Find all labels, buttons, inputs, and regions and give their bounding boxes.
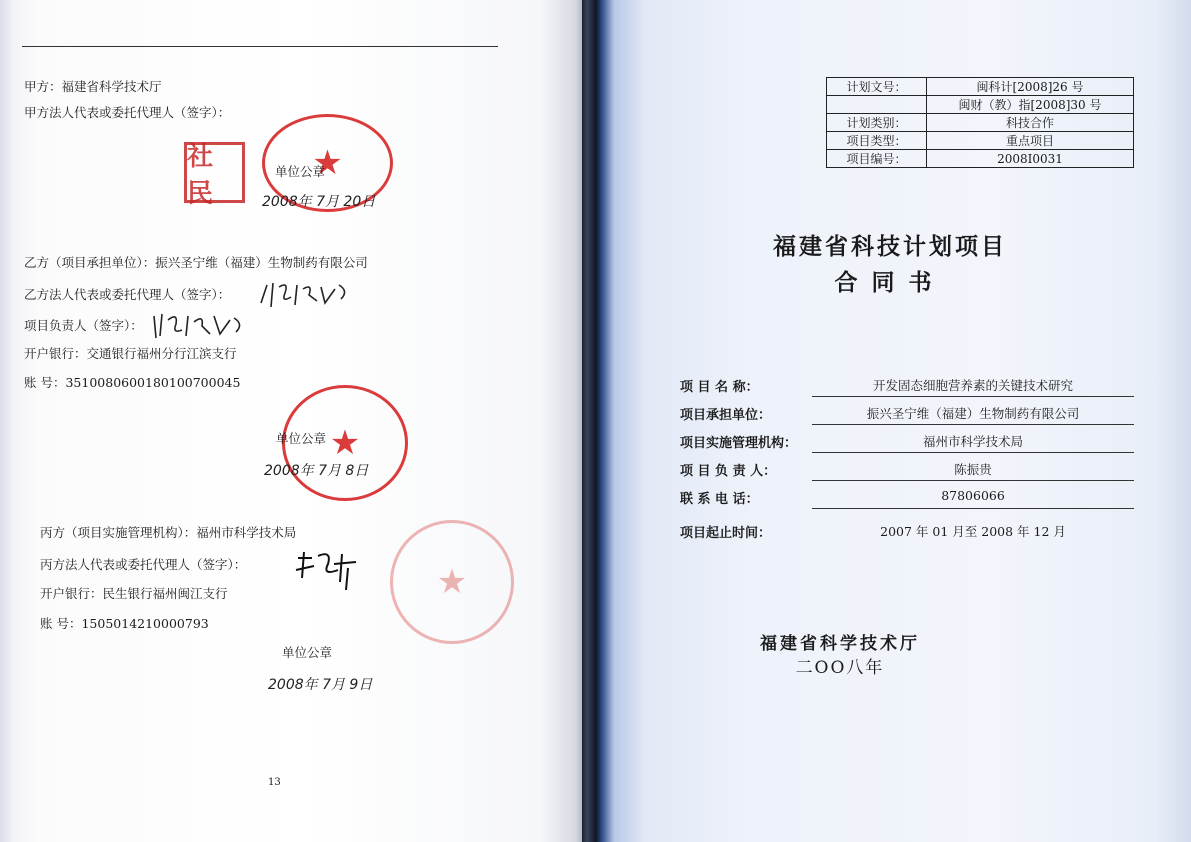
party-a-line: 甲方：福建省科学技术厅 [24, 79, 162, 94]
party-b-rep-label: 乙方法人代表或委托代理人（签字）： [24, 287, 231, 302]
field-underline [812, 508, 1134, 509]
table-row [827, 114, 1134, 132]
party-c-bank: 开户银行：民生银行福州闽江支行 [40, 586, 228, 601]
table-row [827, 150, 1134, 168]
top-rule [22, 46, 498, 47]
footer-year: 二OO八年 [795, 658, 885, 678]
table-row [827, 132, 1134, 150]
field-underline [812, 396, 1134, 397]
party-a-handwritten-date: 2008年 7月 20日 [262, 194, 376, 210]
table-value: 闽财（教）指[2008]30 号 [927, 96, 1134, 114]
field-underline [812, 424, 1134, 425]
table-key [827, 96, 927, 114]
party-c-rep-label: 丙方法人代表或委托代理人（签字）： [40, 557, 247, 572]
field-label-project-name: 项 目 名 称： [680, 380, 759, 395]
table-value: 2008I0031 [927, 150, 1134, 168]
field-value-phone: 87806066 [941, 488, 1005, 503]
field-label-project-leader: 项 目 负 责 人： [680, 464, 777, 479]
book-spine [582, 0, 596, 842]
party-c-account: 账 号：1505014210000793 [40, 616, 209, 631]
party-b-bank: 开户银行：交通银行福州分行江滨支行 [24, 346, 237, 361]
seal-star-icon: ★ [436, 562, 468, 602]
plan-info-table [826, 77, 1134, 168]
party-b-rep-signature [255, 277, 355, 311]
table-row [827, 96, 1134, 114]
field-label-management-agency: 项目实施管理机构： [680, 436, 798, 451]
party-c-line: 丙方（项目实施管理机构）：福州市科学技术局 [40, 525, 297, 540]
seal-star-icon: ★ [312, 143, 343, 183]
party-a-seal-label: 单位公章 [275, 164, 326, 179]
table-key: 项目编号： [827, 150, 927, 168]
field-underline [812, 480, 1134, 481]
field-value-period: 2007 年 01 月至 2008 年 12 月 [880, 524, 1066, 539]
field-label-period: 项目起止时间： [680, 526, 772, 541]
party-c-seal-label: 单位公章 [282, 645, 333, 660]
table-key: 计划文号： [827, 78, 927, 96]
party-b-line: 乙方（项目承担单位）：振兴圣宁维（福建）生物制药有限公司 [24, 255, 368, 270]
field-underline [812, 452, 1134, 453]
party-b-seal-label: 单位公章 [276, 431, 327, 446]
field-value-management-agency: 福州市科学技术局 [922, 434, 1023, 449]
field-label-phone: 联 系 电 话： [680, 492, 759, 507]
table-value: 闽科计[2008]26 号 [927, 78, 1134, 96]
table-value: 重点项目 [927, 132, 1134, 150]
field-value-undertaker: 振兴圣宁维（福建）生物制药有限公司 [866, 406, 1080, 421]
party-b-handwritten-date: 2008年 7月 8日 [264, 463, 369, 479]
table-row [827, 78, 1134, 96]
page-number: 13 [268, 777, 281, 788]
page-subtitle: 合同书 [834, 269, 946, 296]
field-value-project-leader: 陈振贵 [954, 462, 992, 477]
footer-organization: 福建省科学技术厅 [760, 634, 920, 654]
page-title: 福建省科技计划项目 [773, 233, 1007, 260]
party-c-official-seal [390, 520, 514, 644]
party-c-rep-signature [292, 548, 372, 594]
table-value: 科技合作 [927, 114, 1134, 132]
party-b-leader-signature [148, 308, 248, 342]
party-a-rep-label: 甲方法人代表或委托代理人（签字）： [24, 105, 231, 120]
party-b-account: 账 号：3510080600180100700045 [24, 375, 241, 390]
seal-star-icon: ★ [329, 423, 361, 463]
field-value-project-name: 开发固态细胞营养素的关键技术研究 [872, 378, 1073, 393]
personal-square-seal: 社民 [184, 142, 245, 203]
table-key: 计划类别： [827, 114, 927, 132]
table-key: 项目类型： [827, 132, 927, 150]
party-b-leader-label: 项目负责人（签字）： [24, 318, 143, 333]
field-label-undertaker: 项目承担单位： [680, 408, 772, 423]
party-c-handwritten-date: 2008年 7月 9日 [268, 677, 373, 693]
